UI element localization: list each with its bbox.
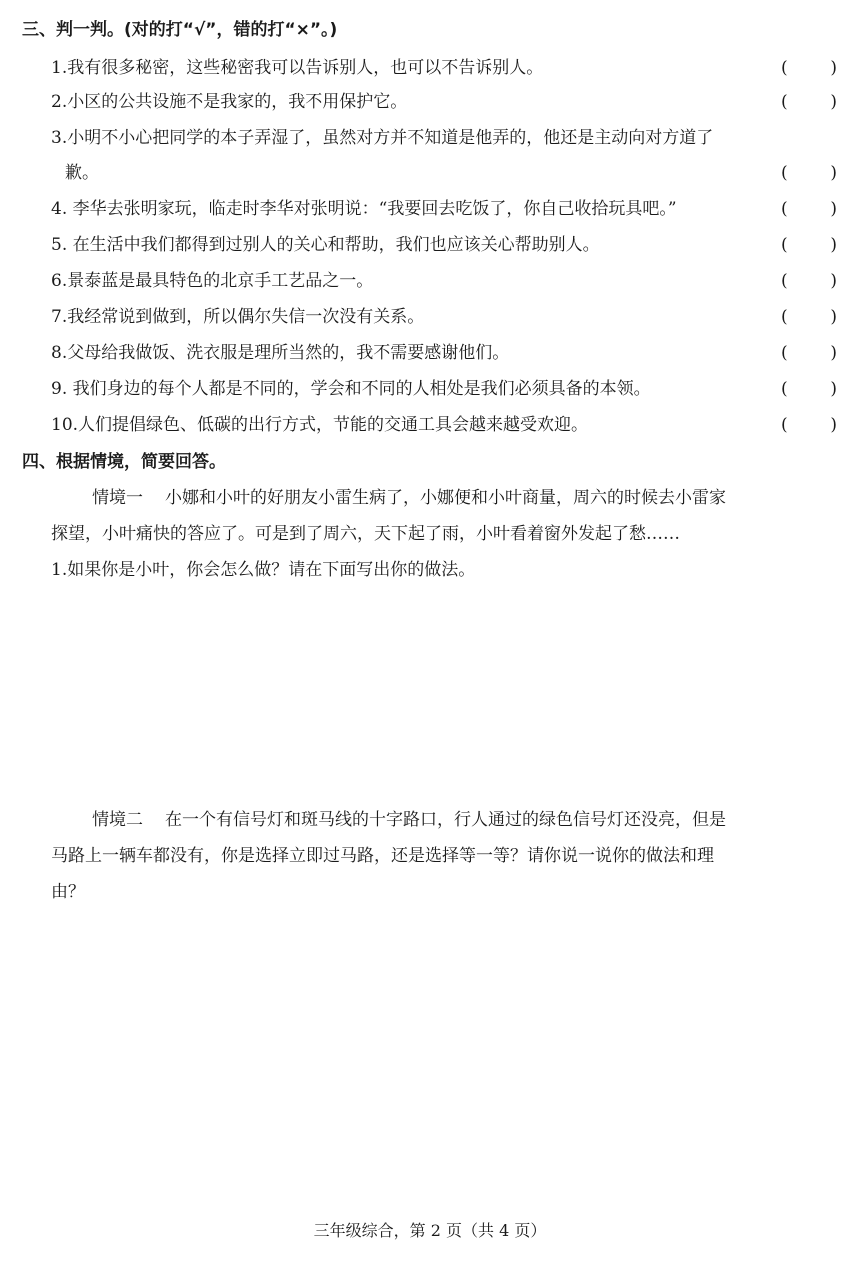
answer-paren-4[interactable]: ( ) — [781, 199, 837, 219]
judge-item-10: 10.人们提倡绿色、低碳的出行方式，节能的交通工具会越来越受欢迎。 — [51, 415, 589, 435]
scenario1-question: 1.如果你是小叶，你会怎么做？请在下面写出你的做法。 — [51, 560, 476, 580]
answer-paren-7[interactable]: ( ) — [781, 307, 837, 327]
scenario1-text: 小娜和小叶的好朋友小雷生病了，小娜便和小叶商量，周六的时候去小雷家 — [165, 488, 726, 508]
judge-item-9: 9. 我们身边的每个人都是不同的，学会和不同的人相处是我们必须具备的本领。 — [51, 379, 651, 399]
answer-paren-5[interactable]: ( ) — [781, 235, 837, 255]
judge-item-3-continuation: 歉。 — [65, 163, 99, 183]
answer-paren-1[interactable]: ( ) — [781, 58, 837, 78]
scenario1-answer-area[interactable] — [51, 590, 837, 790]
scenario2-label: 情境二 — [92, 810, 143, 830]
judge-item-7: 7.我经常说到做到，所以偶尔失信一次没有关系。 — [51, 307, 425, 327]
scenario2-paragraph-line3: 由？ — [51, 882, 85, 902]
answer-paren-2[interactable]: ( ) — [781, 92, 837, 112]
answer-paren-9[interactable]: ( ) — [781, 379, 837, 399]
judge-item-5: 5. 在生活中我们都得到过别人的关心和帮助，我们也应该关心帮助别人。 — [51, 235, 600, 255]
judge-item-8: 8.父母给我做饭、洗衣服是理所当然的，我不需要感谢他们。 — [51, 343, 510, 363]
scenario1-paragraph-line2: 探望，小叶痛快的答应了。可是到了周六，天下起了雨，小叶看着窗外发起了愁…… — [51, 524, 680, 544]
scenario2-text: 在一个有信号灯和斑马线的十字路口，行人通过的绿色信号灯还没亮，但是 — [165, 810, 726, 830]
answer-paren-3[interactable]: ( ) — [781, 163, 837, 183]
judge-item-4: 4. 李华去张明家玩，临走时李华对张明说：“我要回去吃饭了，你自己收拾玩具吧。” — [51, 199, 677, 219]
judge-item-2: 2.小区的公共设施不是我家的，我不用保护它。 — [51, 92, 408, 112]
judge-item-3: 3.小明不小心把同学的本子弄湿了，虽然对方并不知道是他弄的，他还是主动向对方道了 — [51, 128, 714, 148]
page-footer: 三年级综合，第 2 页（共 4 页） — [313, 1221, 547, 1240]
scenario2-paragraph-line2: 马路上一辆车都没有，你是选择立即过马路，还是选择等一等？请你说一说你的做法和理 — [51, 846, 714, 866]
section3-title: 三、判一判。(对的打“√”，错的打“×”。) — [22, 20, 338, 40]
scenario1-label: 情境一 — [92, 488, 143, 508]
judge-item-1: 1.我有很多秘密，这些秘密我可以告诉别人，也可以不告诉别人。 — [51, 58, 544, 78]
answer-paren-8[interactable]: ( ) — [781, 343, 837, 363]
scenario2-paragraph-line1 — [92, 808, 726, 832]
answer-paren-10[interactable]: ( ) — [781, 415, 837, 435]
scenario1-paragraph-line1 — [92, 486, 726, 510]
section4-title: 四、根据情境，简要回答。 — [22, 452, 226, 472]
judge-item-6: 6.景泰蓝是最具特色的北京手工艺品之一。 — [51, 271, 374, 291]
answer-paren-6[interactable]: ( ) — [781, 271, 837, 291]
scenario2-answer-area[interactable] — [51, 915, 837, 1195]
